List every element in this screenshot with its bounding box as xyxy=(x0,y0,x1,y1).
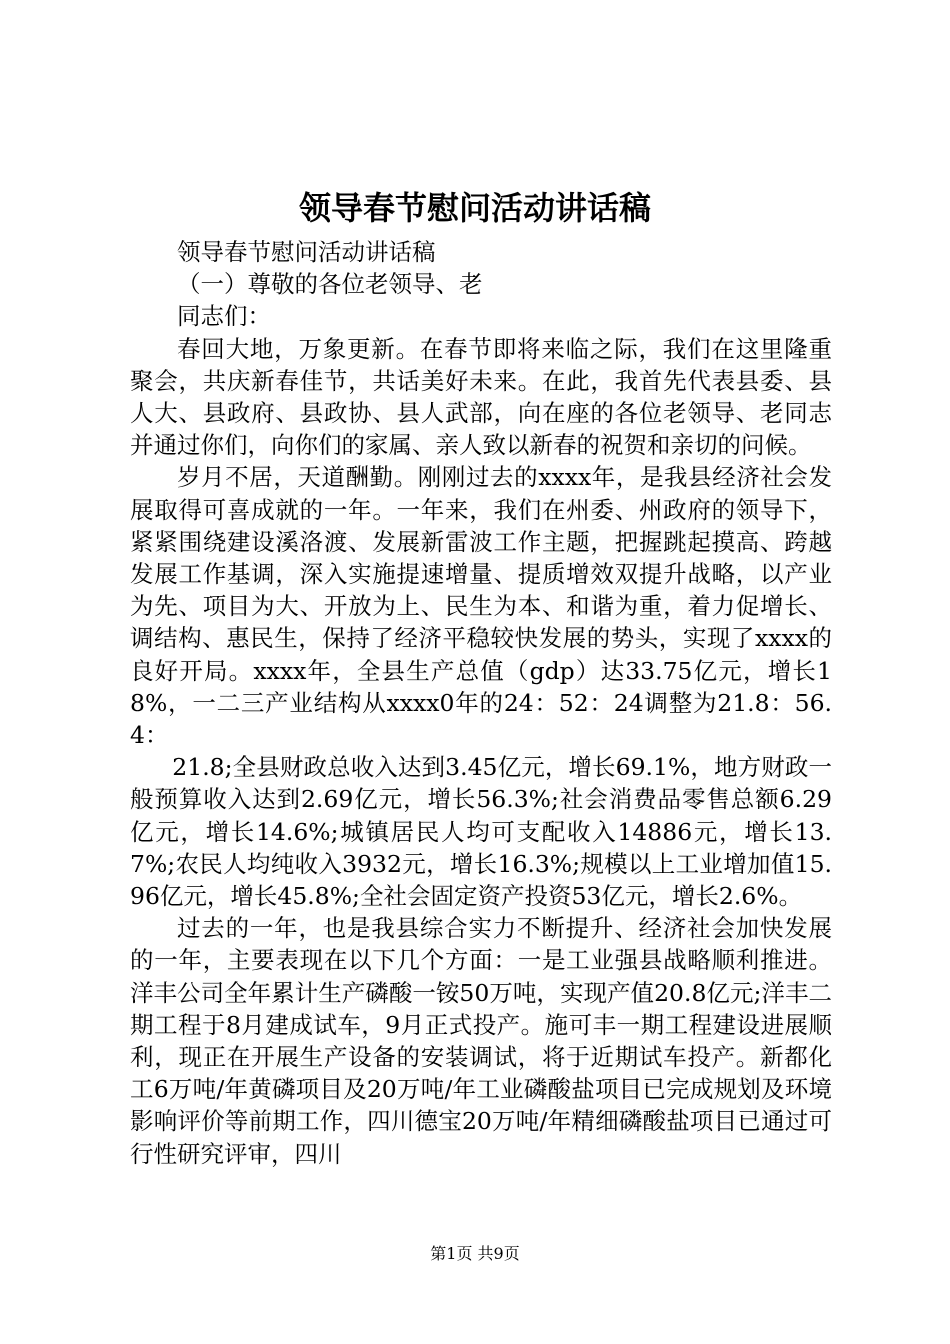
paragraph-salutation-2: 同志们： xyxy=(177,302,271,331)
paragraph-review: 岁月不居，天道酬勤。刚刚过去的xxxx年，是我县经济社会发展取得可喜成就的一年。一年来，我们在州委、州政府的领导下，紧紧围绕建设溪洛渡、发展新雷波工作主题，把握跳起摸高、跨越发展工作基调，深入实施提速增量、提质增效双提升战略，以产业为先、项目为大、开放为上、民生为本、和谐为重，着力促增长、调结构、惠民生，保持了经济平稳较快发展的势头，实现了xxxx的良好开局。xxxx年，全县生产总值（gdp）达33.75亿元，增长18%，一二三产业结构从xxxx0年的24：52：24调整为21.8：56.4： xyxy=(130,463,832,750)
paragraph-statistics: 21.8;全县财政总收入达到3.45亿元，增长69.1%，地方财政一般预算收入达到2.69亿元，增长56.3%;社会消费品零售总额6.29亿元，增长14.6%;城镇居民人均可支配收入14886元，增长13.7%;农民人均纯收入3932元，增长16.3%;规模以上工业增加值15.96亿元，增长45.8%;全社会固定资产投资53亿元，增长2.6%。 xyxy=(130,753,832,911)
document-title: 领导春节慰问活动讲话稿 xyxy=(298,189,651,227)
paragraph-subtitle: 领导春节慰问活动讲话稿 xyxy=(177,238,436,266)
paragraph-achievements: 过去的一年，也是我县综合实力不断提升、经济社会加快发展的一年，主要表现在以下几个方面：一是工业强县战略顺利推进。洋丰公司全年累计生产磷酸一铵50万吨，实现产值20.8亿元;洋丰二期工程于8月建成试车，9月正式投产。施可丰一期工程建设进展顺利，现正在开展生产设备的安装调试，将于近期试车投产。新都化工6万吨/年黄磷项目及20万吨/年工业磷酸盐项目已完成规划及环境影响评价等前期工作，四川德宝20万吨/年精细磷酸盐项目已通过可行性研究评审，四川 xyxy=(130,914,832,1168)
paragraph-greeting: 春回大地，万象更新。在春节即将来临之际，我们在这里隆重聚会，共庆新春佳节，共话美好未来。在此，我首先代表县委、县人大、县政府、县政协、县人武部，向在座的各位老领导、老同志并通过你们，向你们的家属、亲人致以新春的祝贺和亲切的问候。 xyxy=(130,334,832,460)
document-body xyxy=(130,236,832,1170)
page-number-footer: 第1页 共9页 xyxy=(430,1244,520,1263)
paragraph-salutation-1: （一）尊敬的各位老领导、老 xyxy=(177,270,483,299)
